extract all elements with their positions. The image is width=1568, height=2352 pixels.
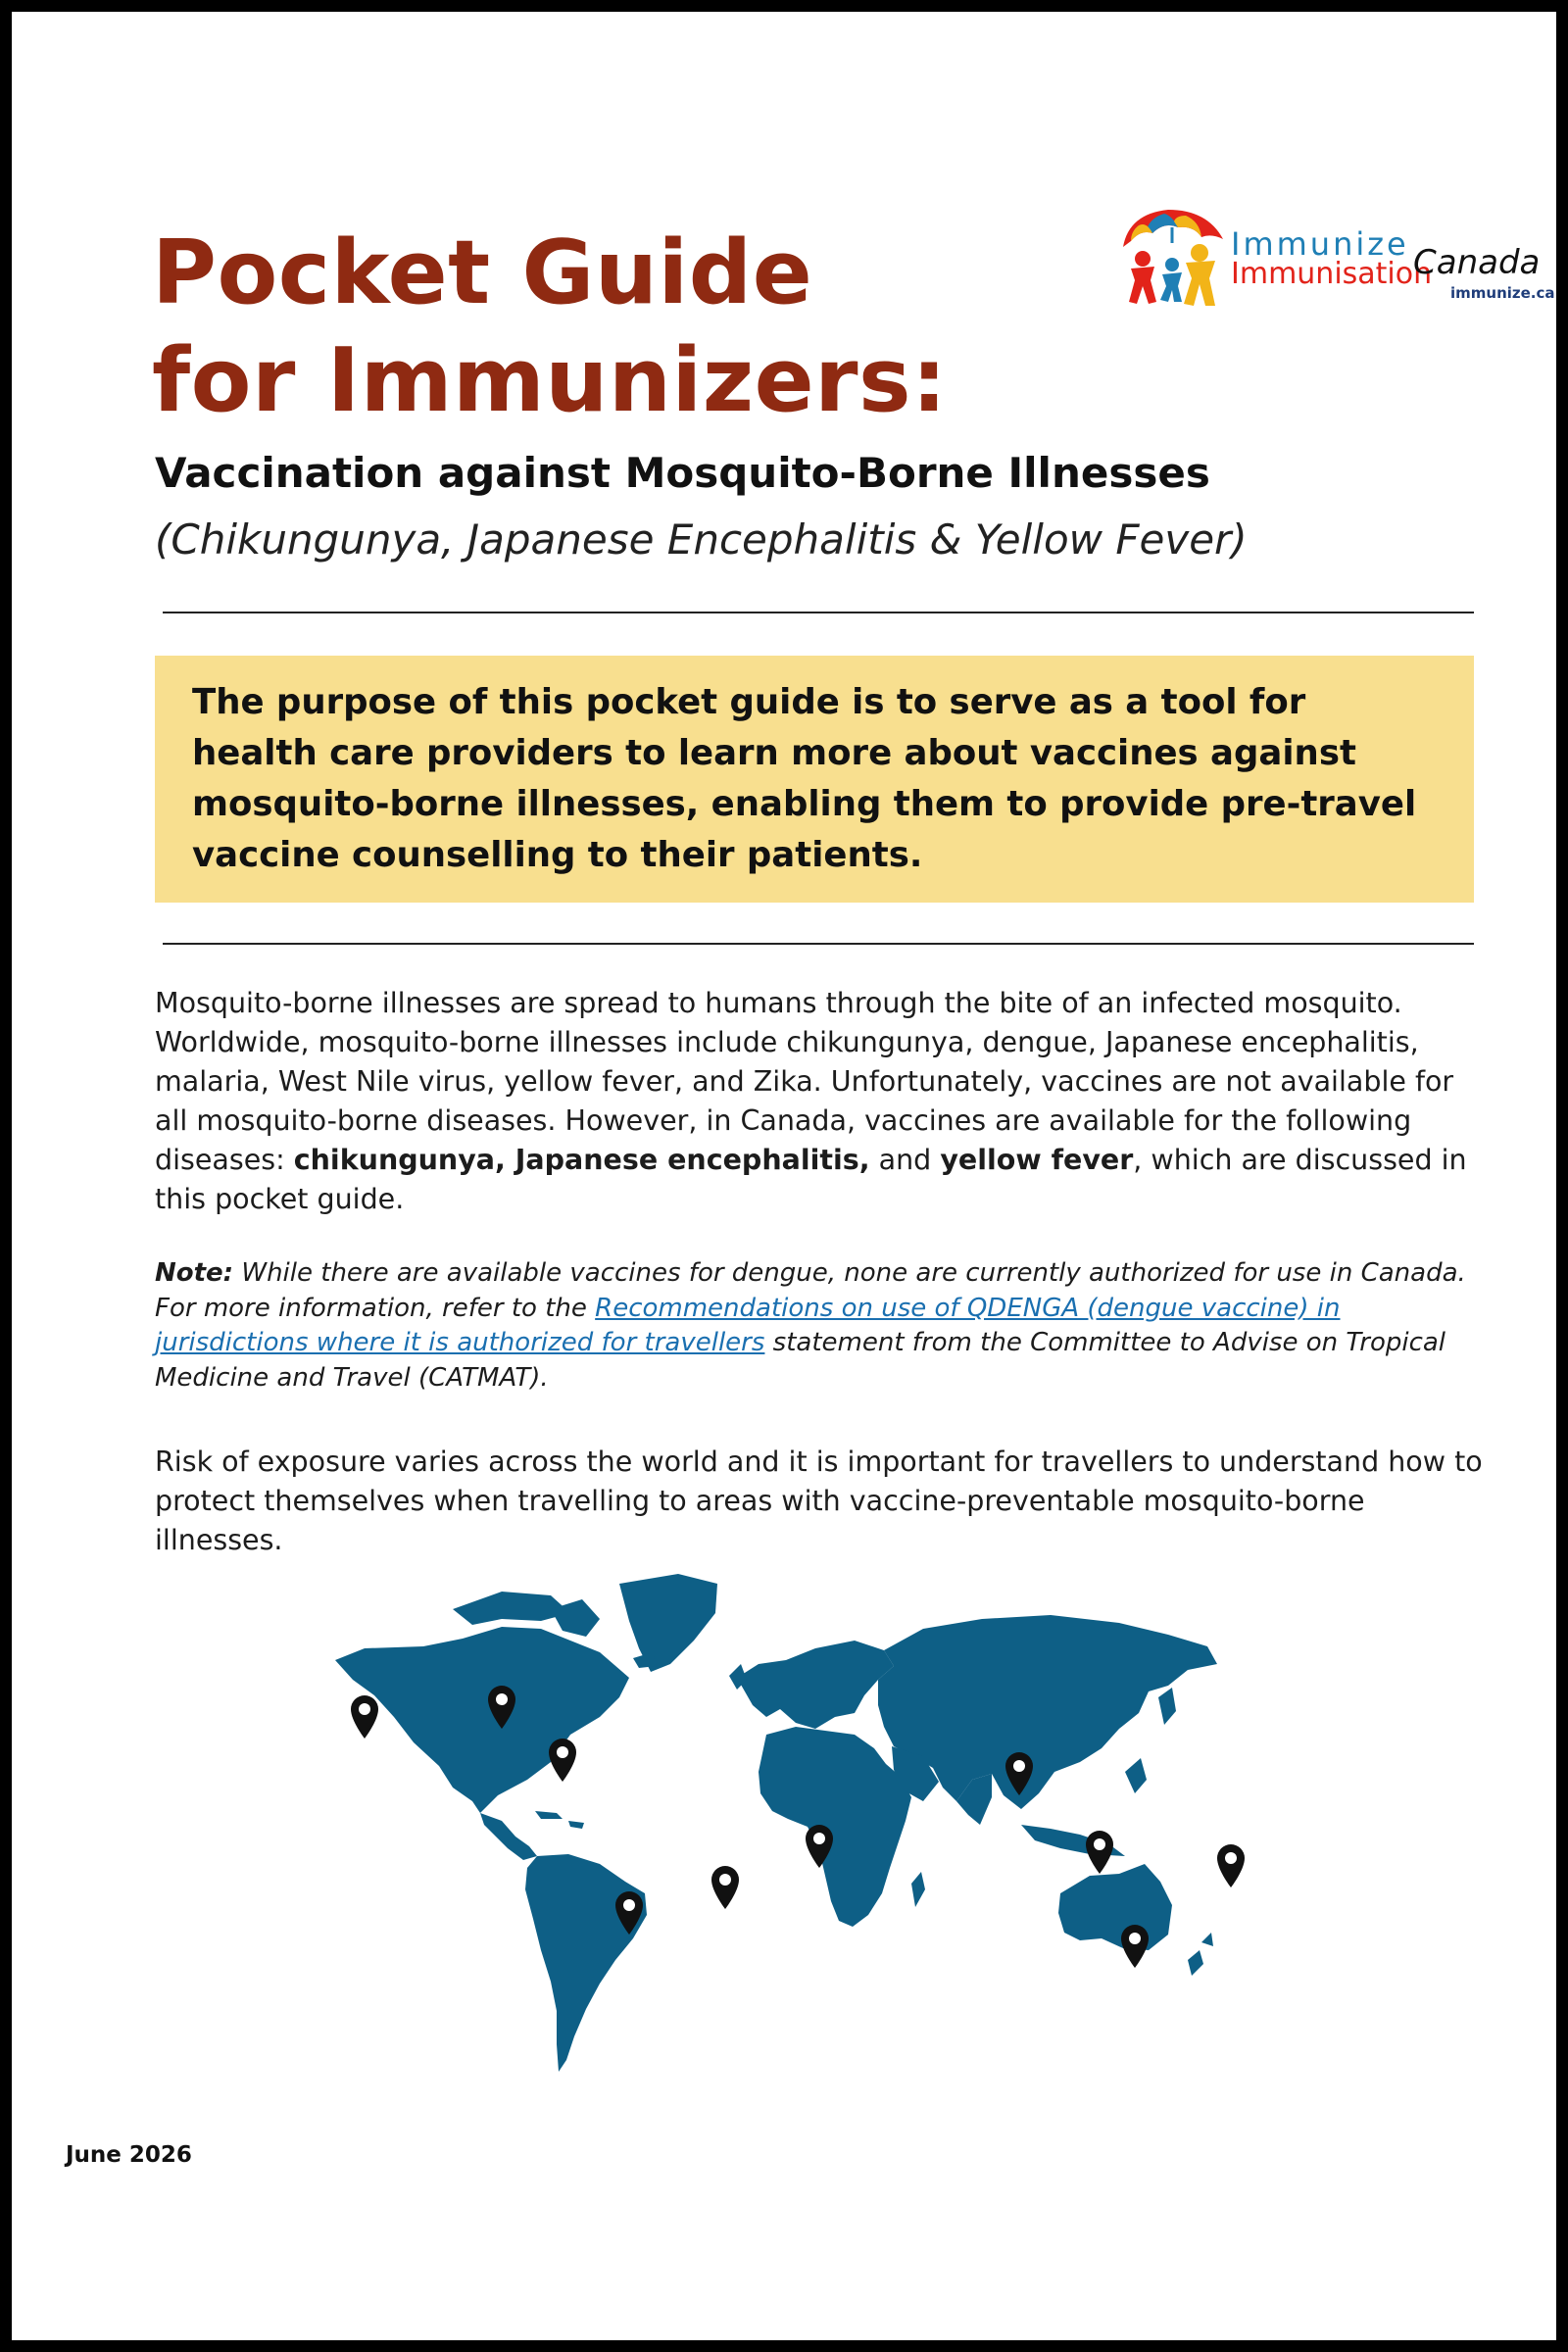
intro-text-3: , which are discussed in this pocket guide. <box>155 1144 1467 1215</box>
umbrella-family-icon <box>1117 204 1227 312</box>
pin-icon <box>1121 1925 1149 1968</box>
title-line-2: for Immunizers: <box>152 329 948 432</box>
pin-icon <box>1217 1844 1245 1887</box>
pin-icon <box>351 1695 378 1739</box>
title-line-1: Pocket Guide <box>152 221 813 324</box>
subtitle-diseases: (Chikungunya, Japanese Encephalitis & Yellow Fever) <box>155 515 1248 564</box>
pin-icon <box>549 1739 576 1782</box>
page-title <box>152 220 948 435</box>
qdenga-recommendations-link[interactable]: Recommendations on use of QDENGA (dengue vaccine) in jurisdictions where it is authorized for travellers <box>155 1293 1341 1357</box>
immunize-canada-logo[interactable] <box>1117 204 1555 312</box>
logo-word-immunisation: Immunisation <box>1231 257 1433 291</box>
publication-date: June 2026 <box>66 2142 192 2168</box>
purpose-text: The purpose of this pocket guide is to serve as a tool for health care providers to learn more about vaccines against mosquito-borne illnesses, enabling them to provide pre-travel vaccine counselling to their patients. <box>192 682 1417 875</box>
logo-url: immunize.ca <box>1450 284 1555 302</box>
note-paragraph <box>155 1256 1488 1396</box>
pin-icon <box>711 1866 739 1909</box>
intro-paragraph <box>155 984 1488 1219</box>
note-label: Note: <box>155 1258 234 1288</box>
logo-word-immunize: Immunize <box>1231 225 1409 263</box>
intro-bold-yellow-fever: yellow fever <box>940 1144 1134 1176</box>
intro-bold-diseases: chikungunya, Japanese encephalitis, <box>293 1144 870 1176</box>
subtitle: Vaccination against Mosquito-Borne Illnesses <box>155 449 1210 497</box>
note-text-1: While there are available vaccines for dengue, none are currently authorized for use in Canada. For more information, refer to the <box>155 1258 1466 1323</box>
world-map-land <box>335 1574 1217 2072</box>
world-map <box>306 1570 1305 2099</box>
purpose-callout <box>155 656 1474 903</box>
pin-icon <box>1086 1831 1113 1874</box>
note-text-2: statement from the Committee to Advise on Tropical Medicine and Travel (CATMAT). <box>155 1328 1446 1393</box>
risk-paragraph: Risk of exposure varies across the world and it is important for travellers to understand how to protect themselves when travelling to areas with vaccine-preventable mosquito-borne illnesses. <box>155 1446 1483 1556</box>
divider-bottom <box>163 943 1474 945</box>
intro-text-1: Mosquito-borne illnesses are spread to humans through the bite of an infected mosquito. Worldwide, mosquito-borne illnesses include chikungunya, dengue, Japanese encephalitis, malaria, West Nile virus, yellow fever, and Zika. Unfortunately, vaccines are not available for all mosquito-borne diseases. However, in Canada, vaccines are available for the following diseases: <box>155 987 1454 1176</box>
intro-text-2: and <box>869 1144 941 1176</box>
divider-top <box>163 612 1474 613</box>
logo-word-canada: Canada <box>1413 243 1541 282</box>
